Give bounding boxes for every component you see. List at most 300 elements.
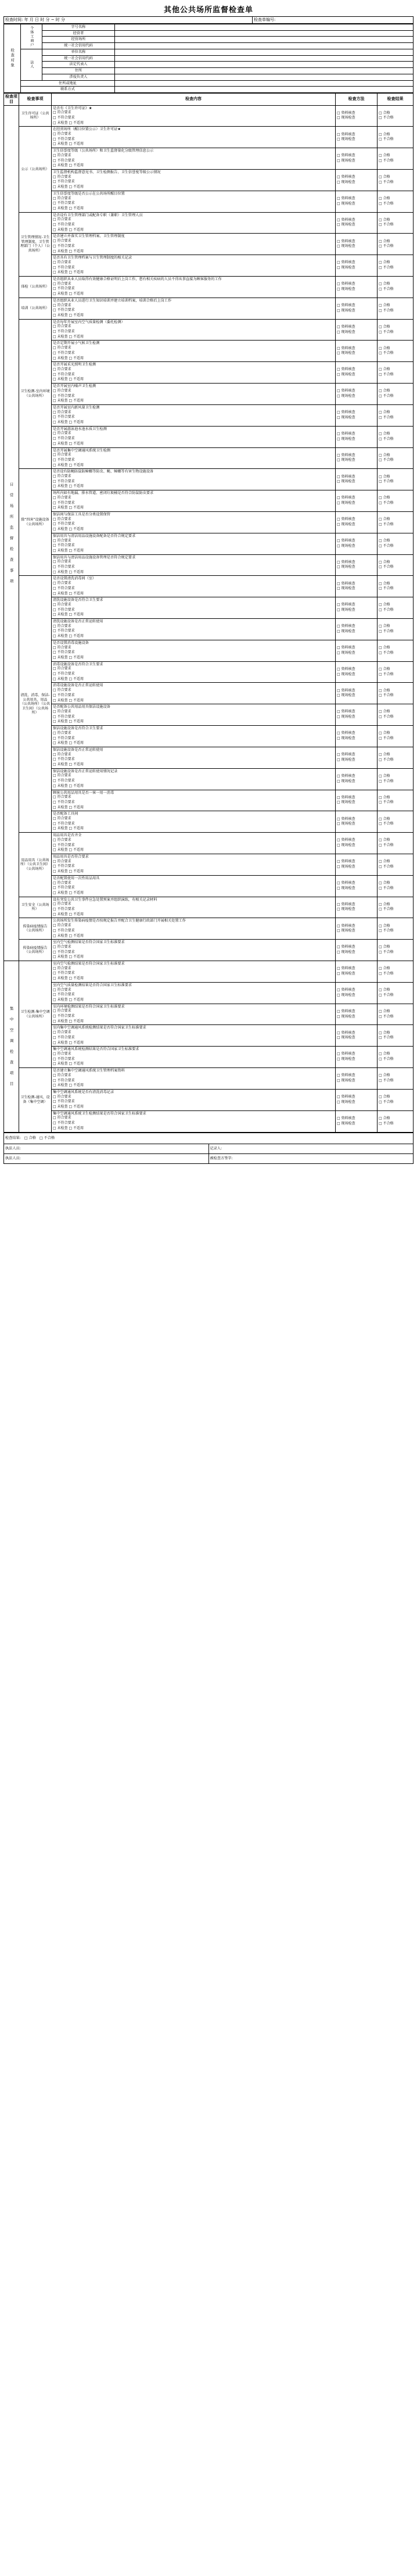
inspection-result-option[interactable]: □ 不合格 [379, 479, 394, 484]
option-checkbox[interactable]: □ 不符合要求 [53, 950, 75, 954]
inspection-result-option[interactable]: □ 合格 [379, 816, 390, 821]
inspection-result-option[interactable]: □ 合格 [379, 966, 390, 971]
inspection-result-option[interactable]: □ 合格 [379, 389, 390, 393]
option-checkbox[interactable]: □ 符合要求 [53, 624, 71, 628]
inspection-method[interactable] [336, 447, 378, 469]
inspection-result-option[interactable]: □ 不合格 [379, 351, 394, 356]
option-checkbox[interactable]: □ 不符合要求 [53, 693, 75, 697]
inspection-result[interactable] [378, 640, 414, 661]
option-checkbox[interactable]: □ 未检查 □ 不适用 [53, 356, 84, 360]
option-checkbox[interactable]: □ 未检查 □ 不适用 [53, 741, 84, 746]
option-checkbox[interactable]: □ 符合要求 [53, 538, 71, 543]
inspection-result[interactable] [378, 105, 414, 127]
inspection-method-option[interactable]: □ 现场检查 [337, 1057, 355, 1062]
inspection-method-option[interactable]: □ 资料核查 [337, 816, 355, 821]
option-checkbox[interactable]: □ 符合要求 [53, 730, 71, 735]
inspection-result-option[interactable]: □ 合格 [379, 603, 390, 607]
inspection-result-option[interactable]: □ 合格 [379, 110, 390, 115]
inspection-result-option[interactable]: □ 不合格 [379, 757, 394, 762]
option-checkbox[interactable]: □ 不符合要求 [53, 158, 75, 163]
result-fail-checkbox[interactable]: □ 不合格 [39, 1135, 55, 1140]
inspection-result-option[interactable]: □ 不合格 [379, 1099, 394, 1104]
option-checkbox[interactable]: □ 不符合要求 [53, 736, 75, 740]
option-checkbox[interactable]: □ 符合要求 [53, 281, 71, 286]
inspection-method-option[interactable]: □ 资料核查 [337, 260, 355, 265]
inspection-method[interactable] [336, 212, 378, 234]
option-checkbox[interactable]: □ 符合要求 [53, 303, 71, 307]
option-checkbox[interactable]: □ 符合要求 [53, 495, 71, 500]
inspection-method[interactable] [336, 341, 378, 362]
option-checkbox[interactable]: □ 符合要求 [53, 837, 71, 842]
inspection-method-option[interactable]: □ 现场检查 [337, 308, 355, 313]
option-checkbox[interactable]: □ 不符合要求 [53, 479, 75, 483]
option-checkbox[interactable]: □ 不符合要求 [53, 800, 75, 804]
inspection-result-option[interactable]: □ 合格 [379, 453, 390, 457]
inspection-result-option[interactable]: □ 合格 [379, 624, 390, 629]
inspection-method-option[interactable]: □ 现场检查 [337, 286, 355, 291]
inspection-result[interactable] [378, 1047, 414, 1068]
option-checkbox[interactable]: □ 未检查 □ 不适用 [53, 227, 84, 232]
option-checkbox[interactable]: □ 未检查 □ 不适用 [53, 120, 84, 125]
inspection-method[interactable] [336, 982, 378, 1004]
inspection-method[interactable] [336, 511, 378, 533]
inspection-method-option[interactable]: □ 现场检查 [337, 565, 355, 569]
inspection-method-option[interactable]: □ 现场检查 [337, 864, 355, 869]
option-checkbox[interactable]: □ 不符合要求 [53, 928, 75, 933]
option-checkbox[interactable]: □ 未检查 □ 不适用 [53, 698, 84, 703]
inspection-method-option[interactable]: □ 现场检查 [337, 950, 355, 955]
option-checkbox[interactable]: □ 符合要求 [53, 560, 71, 564]
inspection-result-option[interactable]: □ 不合格 [379, 522, 394, 526]
inspection-method[interactable] [336, 234, 378, 255]
option-checkbox[interactable]: □ 未检查 □ 不适用 [53, 1105, 84, 1109]
option-checkbox[interactable]: □ 不符合要求 [53, 650, 75, 655]
inspection-method-option[interactable]: □ 现场检查 [337, 650, 355, 655]
recorder-signature[interactable]: 记录人: [208, 1144, 414, 1153]
option-checkbox[interactable]: □ 不符合要求 [53, 1099, 75, 1104]
inspection-result-option[interactable]: □ 合格 [379, 260, 390, 265]
inspection-method-option[interactable]: □ 现场检查 [337, 993, 355, 997]
inspection-method[interactable] [336, 469, 378, 490]
inspection-result[interactable] [378, 404, 414, 426]
inspection-result-option[interactable]: □ 合格 [379, 1095, 390, 1099]
inspection-method-option[interactable]: □ 现场检查 [337, 1036, 355, 1040]
option-checkbox[interactable]: □ 不符合要求 [53, 372, 75, 377]
inspection-result-option[interactable]: □ 合格 [379, 431, 390, 436]
inspection-result-option[interactable]: □ 不合格 [379, 286, 394, 291]
option-checkbox[interactable]: □ 不符合要求 [53, 543, 75, 548]
inspection-result-option[interactable]: □ 合格 [379, 773, 390, 778]
field-value[interactable] [115, 80, 414, 87]
inspection-method-option[interactable]: □ 资料核查 [337, 153, 355, 158]
inspection-result-option[interactable]: □ 不合格 [379, 629, 394, 633]
option-checkbox[interactable]: □ 不符合要求 [53, 201, 75, 206]
inspection-method-option[interactable]: □ 资料核查 [337, 132, 355, 137]
option-checkbox[interactable]: □ 符合要求 [53, 367, 71, 371]
inspection-method-option[interactable]: □ 资料核查 [337, 517, 355, 522]
option-checkbox[interactable]: □ 不符合要求 [53, 821, 75, 826]
inspection-method-option[interactable]: □ 现场检查 [337, 907, 355, 912]
inspection-method-option[interactable]: □ 现场检查 [337, 501, 355, 506]
inspection-result-option[interactable]: □ 合格 [379, 753, 390, 757]
option-checkbox[interactable]: □ 未检查 □ 不适用 [53, 762, 84, 766]
inspection-method-option[interactable]: □ 资料核查 [337, 560, 355, 564]
option-checkbox[interactable]: □ 符合要求 [53, 217, 71, 222]
option-checkbox[interactable]: □ 未检查 □ 不适用 [53, 334, 84, 339]
option-checkbox[interactable]: □ 符合要求 [53, 1030, 71, 1035]
option-checkbox[interactable]: □ 未检查 □ 不适用 [53, 655, 84, 660]
inspection-result-option[interactable]: □ 合格 [379, 346, 390, 350]
option-checkbox[interactable]: □ 不符合要求 [53, 522, 75, 526]
inspection-method[interactable] [336, 790, 378, 811]
inspection-method[interactable] [336, 1110, 378, 1132]
option-checkbox[interactable]: □ 不符合要求 [53, 993, 75, 997]
inspection-method-option[interactable]: □ 资料核查 [337, 217, 355, 222]
inspection-result[interactable] [378, 234, 414, 255]
option-checkbox[interactable]: □ 未检查 □ 不适用 [53, 591, 84, 596]
inspection-method-option[interactable]: □ 现场检查 [337, 159, 355, 163]
option-checkbox[interactable]: □ 未检查 □ 不适用 [53, 955, 84, 959]
option-checkbox[interactable]: □ 不符合要求 [53, 886, 75, 890]
inspection-method[interactable] [336, 1089, 378, 1110]
option-checkbox[interactable]: □ 不符合要求 [53, 329, 75, 334]
option-checkbox[interactable]: □ 未检查 □ 不适用 [53, 1062, 84, 1066]
inspection-method-option[interactable]: □ 资料核查 [337, 1073, 355, 1078]
inspection-result-option[interactable]: □ 合格 [379, 1030, 390, 1035]
inspection-result-option[interactable]: □ 合格 [379, 667, 390, 671]
option-checkbox[interactable]: □ 符合要求 [53, 752, 71, 757]
option-checkbox[interactable]: □ 未检查 □ 不适用 [53, 997, 84, 1002]
inspection-method-option[interactable]: □ 资料核查 [337, 453, 355, 457]
inspection-method[interactable] [336, 640, 378, 661]
inspection-method-option[interactable]: □ 现场检查 [337, 800, 355, 805]
option-checkbox[interactable]: □ 不符合要求 [53, 286, 75, 291]
inspection-result-option[interactable]: □ 合格 [379, 880, 390, 885]
option-checkbox[interactable]: □ 符合要求 [53, 773, 71, 778]
inspection-result[interactable] [378, 961, 414, 983]
inspection-method-option[interactable]: □ 现场检查 [337, 1014, 355, 1019]
inspection-method-option[interactable]: □ 资料核查 [337, 838, 355, 843]
inspection-method-option[interactable]: □ 现场检查 [337, 201, 355, 206]
inspection-result-option[interactable]: □ 不合格 [379, 672, 394, 676]
option-checkbox[interactable]: □ 不符合要求 [53, 350, 75, 355]
option-checkbox[interactable]: □ 符合要求 [53, 816, 71, 821]
inspection-result[interactable] [378, 704, 414, 726]
inspection-method-option[interactable]: □ 现场检查 [337, 971, 355, 976]
inspection-method-option[interactable]: □ 资料核查 [337, 731, 355, 736]
inspection-method-option[interactable]: □ 现场检查 [337, 415, 355, 420]
inspection-result-option[interactable]: □ 不合格 [379, 329, 394, 334]
inspection-method[interactable] [336, 105, 378, 127]
inspection-method[interactable] [336, 854, 378, 875]
inspection-result-option[interactable]: □ 合格 [379, 324, 390, 329]
inspection-method-option[interactable]: □ 资料核查 [337, 431, 355, 436]
result-pass-checkbox[interactable]: □ 合格 [24, 1135, 36, 1140]
inspection-method-option[interactable]: □ 资料核查 [337, 175, 355, 180]
inspection-method[interactable] [336, 811, 378, 833]
inspection-result[interactable] [378, 875, 414, 897]
inspection-result-option[interactable]: □ 合格 [379, 902, 390, 907]
inspection-method-option[interactable]: □ 现场检查 [337, 266, 355, 270]
inspection-result-option[interactable]: □ 合格 [379, 1052, 390, 1056]
inspection-result-option[interactable]: □ 不合格 [379, 393, 394, 398]
inspection-result-option[interactable]: □ 不合格 [379, 137, 394, 142]
inspection-result-option[interactable]: □ 不合格 [379, 116, 394, 120]
option-checkbox[interactable]: □ 未检查 □ 不适用 [53, 719, 84, 724]
option-checkbox[interactable]: □ 符合要求 [53, 410, 71, 414]
inspection-method-option[interactable]: □ 资料核查 [337, 346, 355, 350]
inspection-method[interactable] [336, 1068, 378, 1090]
inspection-method[interactable] [336, 661, 378, 683]
inspection-result[interactable] [378, 597, 414, 619]
inspection-method-option[interactable]: □ 资料核查 [337, 110, 355, 115]
inspection-result[interactable] [378, 426, 414, 447]
option-checkbox[interactable]: □ 符合要求 [53, 110, 71, 115]
inspection-result-option[interactable]: □ 不合格 [379, 565, 394, 569]
inspection-method-option[interactable]: □ 资料核查 [337, 538, 355, 543]
inspection-method-option[interactable]: □ 资料核查 [337, 795, 355, 800]
inspection-method-option[interactable]: □ 现场检查 [337, 715, 355, 719]
inspection-result-option[interactable]: □ 不合格 [379, 971, 394, 976]
option-checkbox[interactable]: □ 未检查 □ 不适用 [53, 399, 84, 403]
inspection-result[interactable] [378, 1068, 414, 1090]
option-checkbox[interactable]: □ 符合要求 [53, 581, 71, 586]
inspection-result-option[interactable]: □ 合格 [379, 560, 390, 564]
option-checkbox[interactable]: □ 不符合要求 [53, 137, 75, 141]
inspection-result-option[interactable]: □ 不合格 [379, 244, 394, 249]
inspection-method[interactable] [336, 404, 378, 426]
inspection-result-option[interactable]: □ 合格 [379, 196, 390, 200]
inspection-result[interactable] [378, 511, 414, 533]
inspection-method[interactable] [336, 940, 378, 961]
inspection-result[interactable] [378, 319, 414, 341]
option-checkbox[interactable]: □ 符合要求 [53, 1116, 71, 1120]
inspection-method[interactable] [336, 1004, 378, 1025]
inspector-signature-1[interactable]: 执法人员: [4, 1144, 209, 1153]
inspection-method-option[interactable]: □ 资料核查 [337, 581, 355, 586]
inspection-method-option[interactable]: □ 现场检查 [337, 608, 355, 612]
inspection-method-option[interactable]: □ 现场检查 [337, 822, 355, 826]
inspection-method-option[interactable]: □ 资料核查 [337, 1052, 355, 1056]
field-value[interactable] [115, 43, 414, 49]
option-checkbox[interactable]: □ 未检查 □ 不适用 [53, 548, 84, 553]
inspection-method-option[interactable]: □ 资料核查 [337, 923, 355, 928]
option-checkbox[interactable]: □ 未检查 □ 不适用 [53, 163, 84, 168]
inspection-result-option[interactable]: □ 合格 [379, 474, 390, 479]
option-checkbox[interactable]: □ 符合要求 [53, 196, 71, 200]
option-checkbox[interactable]: □ 不符合要求 [53, 393, 75, 398]
inspection-method-option[interactable]: □ 资料核查 [337, 239, 355, 243]
inspection-result-option[interactable]: □ 不合格 [379, 907, 394, 912]
inspection-result[interactable] [378, 661, 414, 683]
option-checkbox[interactable]: □ 未检查 □ 不适用 [53, 1019, 84, 1023]
inspection-result-option[interactable]: □ 不合格 [379, 266, 394, 270]
inspection-result[interactable] [378, 362, 414, 384]
inspection-method-option[interactable]: □ 资料核查 [337, 474, 355, 479]
inspection-result[interactable] [378, 1089, 414, 1110]
inspection-result-option[interactable]: □ 不合格 [379, 929, 394, 933]
option-checkbox[interactable]: □ 不符合要求 [53, 586, 75, 590]
inspection-result[interactable] [378, 1004, 414, 1025]
option-checkbox[interactable]: □ 符合要求 [53, 517, 71, 521]
field-value[interactable] [115, 24, 414, 30]
option-checkbox[interactable]: □ 符合要求 [53, 239, 71, 243]
inspection-result[interactable] [378, 897, 414, 918]
option-checkbox[interactable]: □ 不符合要求 [53, 843, 75, 847]
inspection-method-option[interactable]: □ 资料核查 [337, 710, 355, 714]
field-value[interactable] [115, 37, 414, 43]
option-checkbox[interactable]: □ 未检查 □ 不适用 [53, 783, 84, 788]
inspection-method-option[interactable]: □ 资料核查 [337, 902, 355, 907]
inspection-result-option[interactable]: □ 合格 [379, 153, 390, 158]
option-checkbox[interactable]: □ 不符合要求 [53, 1078, 75, 1083]
inspection-result-option[interactable]: □ 合格 [379, 795, 390, 800]
inspection-result-option[interactable]: □ 不合格 [379, 800, 394, 805]
option-checkbox[interactable]: □ 未检查 □ 不适用 [53, 484, 84, 489]
inspection-result-option[interactable]: □ 不合格 [379, 993, 394, 997]
option-checkbox[interactable]: □ 未检查 □ 不适用 [53, 270, 84, 275]
option-checkbox[interactable]: □ 未检查 □ 不适用 [53, 292, 84, 296]
inspection-method-option[interactable]: □ 资料核查 [337, 646, 355, 650]
option-checkbox[interactable]: □ 不符合要求 [53, 180, 75, 184]
inspection-method[interactable] [336, 747, 378, 768]
field-value[interactable] [115, 87, 414, 93]
inspection-result-option[interactable]: □ 不合格 [379, 1078, 394, 1083]
inspection-result-option[interactable]: □ 合格 [379, 688, 390, 693]
option-checkbox[interactable]: □ 符合要求 [53, 602, 71, 607]
inspection-result[interactable] [378, 833, 414, 854]
inspection-method-option[interactable]: □ 资料核查 [337, 324, 355, 329]
inspection-result[interactable] [378, 747, 414, 768]
inspection-method[interactable] [336, 148, 378, 170]
inspection-result-option[interactable]: □ 合格 [379, 988, 390, 993]
inspection-method[interactable] [336, 726, 378, 747]
inspection-method-option[interactable]: □ 资料核查 [337, 945, 355, 950]
option-checkbox[interactable]: □ 未检查 □ 不适用 [53, 805, 84, 809]
option-checkbox[interactable]: □ 未检查 □ 不适用 [53, 976, 84, 981]
inspection-method-option[interactable]: □ 资料核查 [337, 966, 355, 971]
inspection-method-option[interactable]: □ 现场检查 [337, 479, 355, 484]
inspection-method[interactable] [336, 191, 378, 212]
inspection-result-option[interactable]: □ 合格 [379, 923, 390, 928]
field-value[interactable] [115, 74, 414, 80]
inspection-result-option[interactable]: □ 合格 [379, 367, 390, 372]
option-checkbox[interactable]: □ 符合要求 [53, 260, 71, 264]
option-checkbox[interactable]: □ 不符合要求 [53, 565, 75, 569]
option-checkbox[interactable]: □ 符合要求 [53, 453, 71, 457]
inspection-result[interactable] [378, 255, 414, 277]
inspection-result[interactable] [378, 277, 414, 298]
inspection-method-option[interactable]: □ 现场检查 [337, 458, 355, 463]
inspection-result-option[interactable]: □ 不合格 [379, 822, 394, 826]
inspection-result[interactable] [378, 384, 414, 405]
inspection-method[interactable] [336, 768, 378, 790]
inspection-method-option[interactable]: □ 现场检查 [337, 116, 355, 120]
inspection-method-option[interactable]: □ 资料核查 [337, 282, 355, 286]
inspection-result-option[interactable]: □ 不合格 [379, 543, 394, 548]
option-checkbox[interactable]: □ 未检查 □ 不适用 [53, 527, 84, 532]
inspection-method-option[interactable]: □ 现场检查 [337, 223, 355, 227]
inspection-method-option[interactable]: □ 现场检查 [337, 522, 355, 526]
inspection-result-option[interactable]: □ 不合格 [379, 415, 394, 420]
inspection-method-option[interactable]: □ 现场检查 [337, 372, 355, 377]
inspection-method-option[interactable]: □ 现场检查 [337, 886, 355, 890]
inspection-method-option[interactable]: □ 现场检查 [337, 757, 355, 762]
inspection-method-option[interactable]: □ 现场检查 [337, 693, 355, 698]
inspection-method[interactable] [336, 597, 378, 619]
inspection-result-option[interactable]: □ 合格 [379, 731, 390, 736]
option-checkbox[interactable]: □ 符合要求 [53, 153, 71, 157]
option-checkbox[interactable]: □ 符合要求 [53, 1073, 71, 1077]
inspection-result-option[interactable]: □ 不合格 [379, 201, 394, 206]
inspection-method-option[interactable]: □ 现场检查 [337, 180, 355, 184]
inspection-method-option[interactable]: □ 现场检查 [337, 779, 355, 783]
inspection-result-option[interactable]: □ 合格 [379, 538, 390, 543]
inspection-method[interactable] [336, 704, 378, 726]
inspection-method[interactable] [336, 426, 378, 447]
inspection-result-option[interactable]: □ 不合格 [379, 693, 394, 698]
inspection-result-option[interactable]: □ 不合格 [379, 458, 394, 463]
party-signature[interactable]: 被检查方签字: [208, 1153, 414, 1163]
option-checkbox[interactable]: □ 未检查 □ 不适用 [53, 1040, 84, 1045]
inspection-result[interactable] [378, 768, 414, 790]
inspection-method[interactable] [336, 169, 378, 191]
inspection-result[interactable] [378, 918, 414, 940]
option-checkbox[interactable]: □ 不符合要求 [53, 1121, 75, 1126]
option-checkbox[interactable]: □ 符合要求 [53, 324, 71, 329]
option-checkbox[interactable]: □ 不符合要求 [53, 629, 75, 633]
field-value[interactable] [115, 49, 414, 55]
inspection-result[interactable] [378, 533, 414, 554]
option-checkbox[interactable]: □ 不符合要求 [53, 243, 75, 248]
inspection-method-option[interactable]: □ 现场检查 [337, 629, 355, 633]
option-checkbox[interactable]: □ 符合要求 [53, 710, 71, 714]
inspection-method-option[interactable]: □ 资料核查 [337, 496, 355, 500]
inspection-method-option[interactable]: □ 现场检查 [337, 736, 355, 740]
inspection-method[interactable] [336, 918, 378, 940]
inspection-result-option[interactable]: □ 不合格 [379, 864, 394, 869]
inspection-method-option[interactable]: □ 现场检查 [337, 393, 355, 398]
option-checkbox[interactable]: □ 未检查 □ 不适用 [53, 826, 84, 831]
inspection-method-option[interactable]: □ 资料核查 [337, 410, 355, 415]
option-checkbox[interactable]: □ 未检查 □ 不适用 [53, 869, 84, 874]
inspection-result-option[interactable]: □ 不合格 [379, 608, 394, 612]
inspection-result[interactable] [378, 554, 414, 576]
option-checkbox[interactable]: □ 符合要求 [53, 132, 71, 137]
inspection-method-option[interactable]: □ 现场检查 [337, 351, 355, 356]
option-checkbox[interactable]: □ 符合要求 [53, 388, 71, 393]
inspection-method-option[interactable]: □ 资料核查 [337, 603, 355, 607]
inspection-method-option[interactable]: □ 资料核查 [337, 303, 355, 308]
option-checkbox[interactable]: □ 不符合要求 [53, 308, 75, 313]
inspection-method-option[interactable]: □ 资料核查 [337, 667, 355, 671]
field-value[interactable] [115, 68, 414, 74]
inspection-method-option[interactable]: □ 资料核查 [337, 988, 355, 993]
option-checkbox[interactable]: □ 不符合要求 [53, 415, 75, 420]
inspection-method-option[interactable]: □ 现场检查 [337, 244, 355, 249]
option-checkbox[interactable]: □ 未检查 □ 不适用 [53, 142, 84, 146]
inspector-signature-2[interactable]: 执法人员: [4, 1153, 209, 1163]
inspection-result-option[interactable]: □ 不合格 [379, 159, 394, 163]
option-checkbox[interactable]: □ 符合要求 [53, 859, 71, 864]
inspection-result-option[interactable]: □ 合格 [379, 496, 390, 500]
inspection-result[interactable] [378, 790, 414, 811]
inspection-method[interactable] [336, 1025, 378, 1047]
option-checkbox[interactable]: □ 符合要求 [53, 944, 71, 949]
inspection-result[interactable] [378, 127, 414, 148]
inspection-result-option[interactable]: □ 合格 [379, 1073, 390, 1078]
inspection-method-option[interactable]: □ 资料核查 [337, 196, 355, 200]
